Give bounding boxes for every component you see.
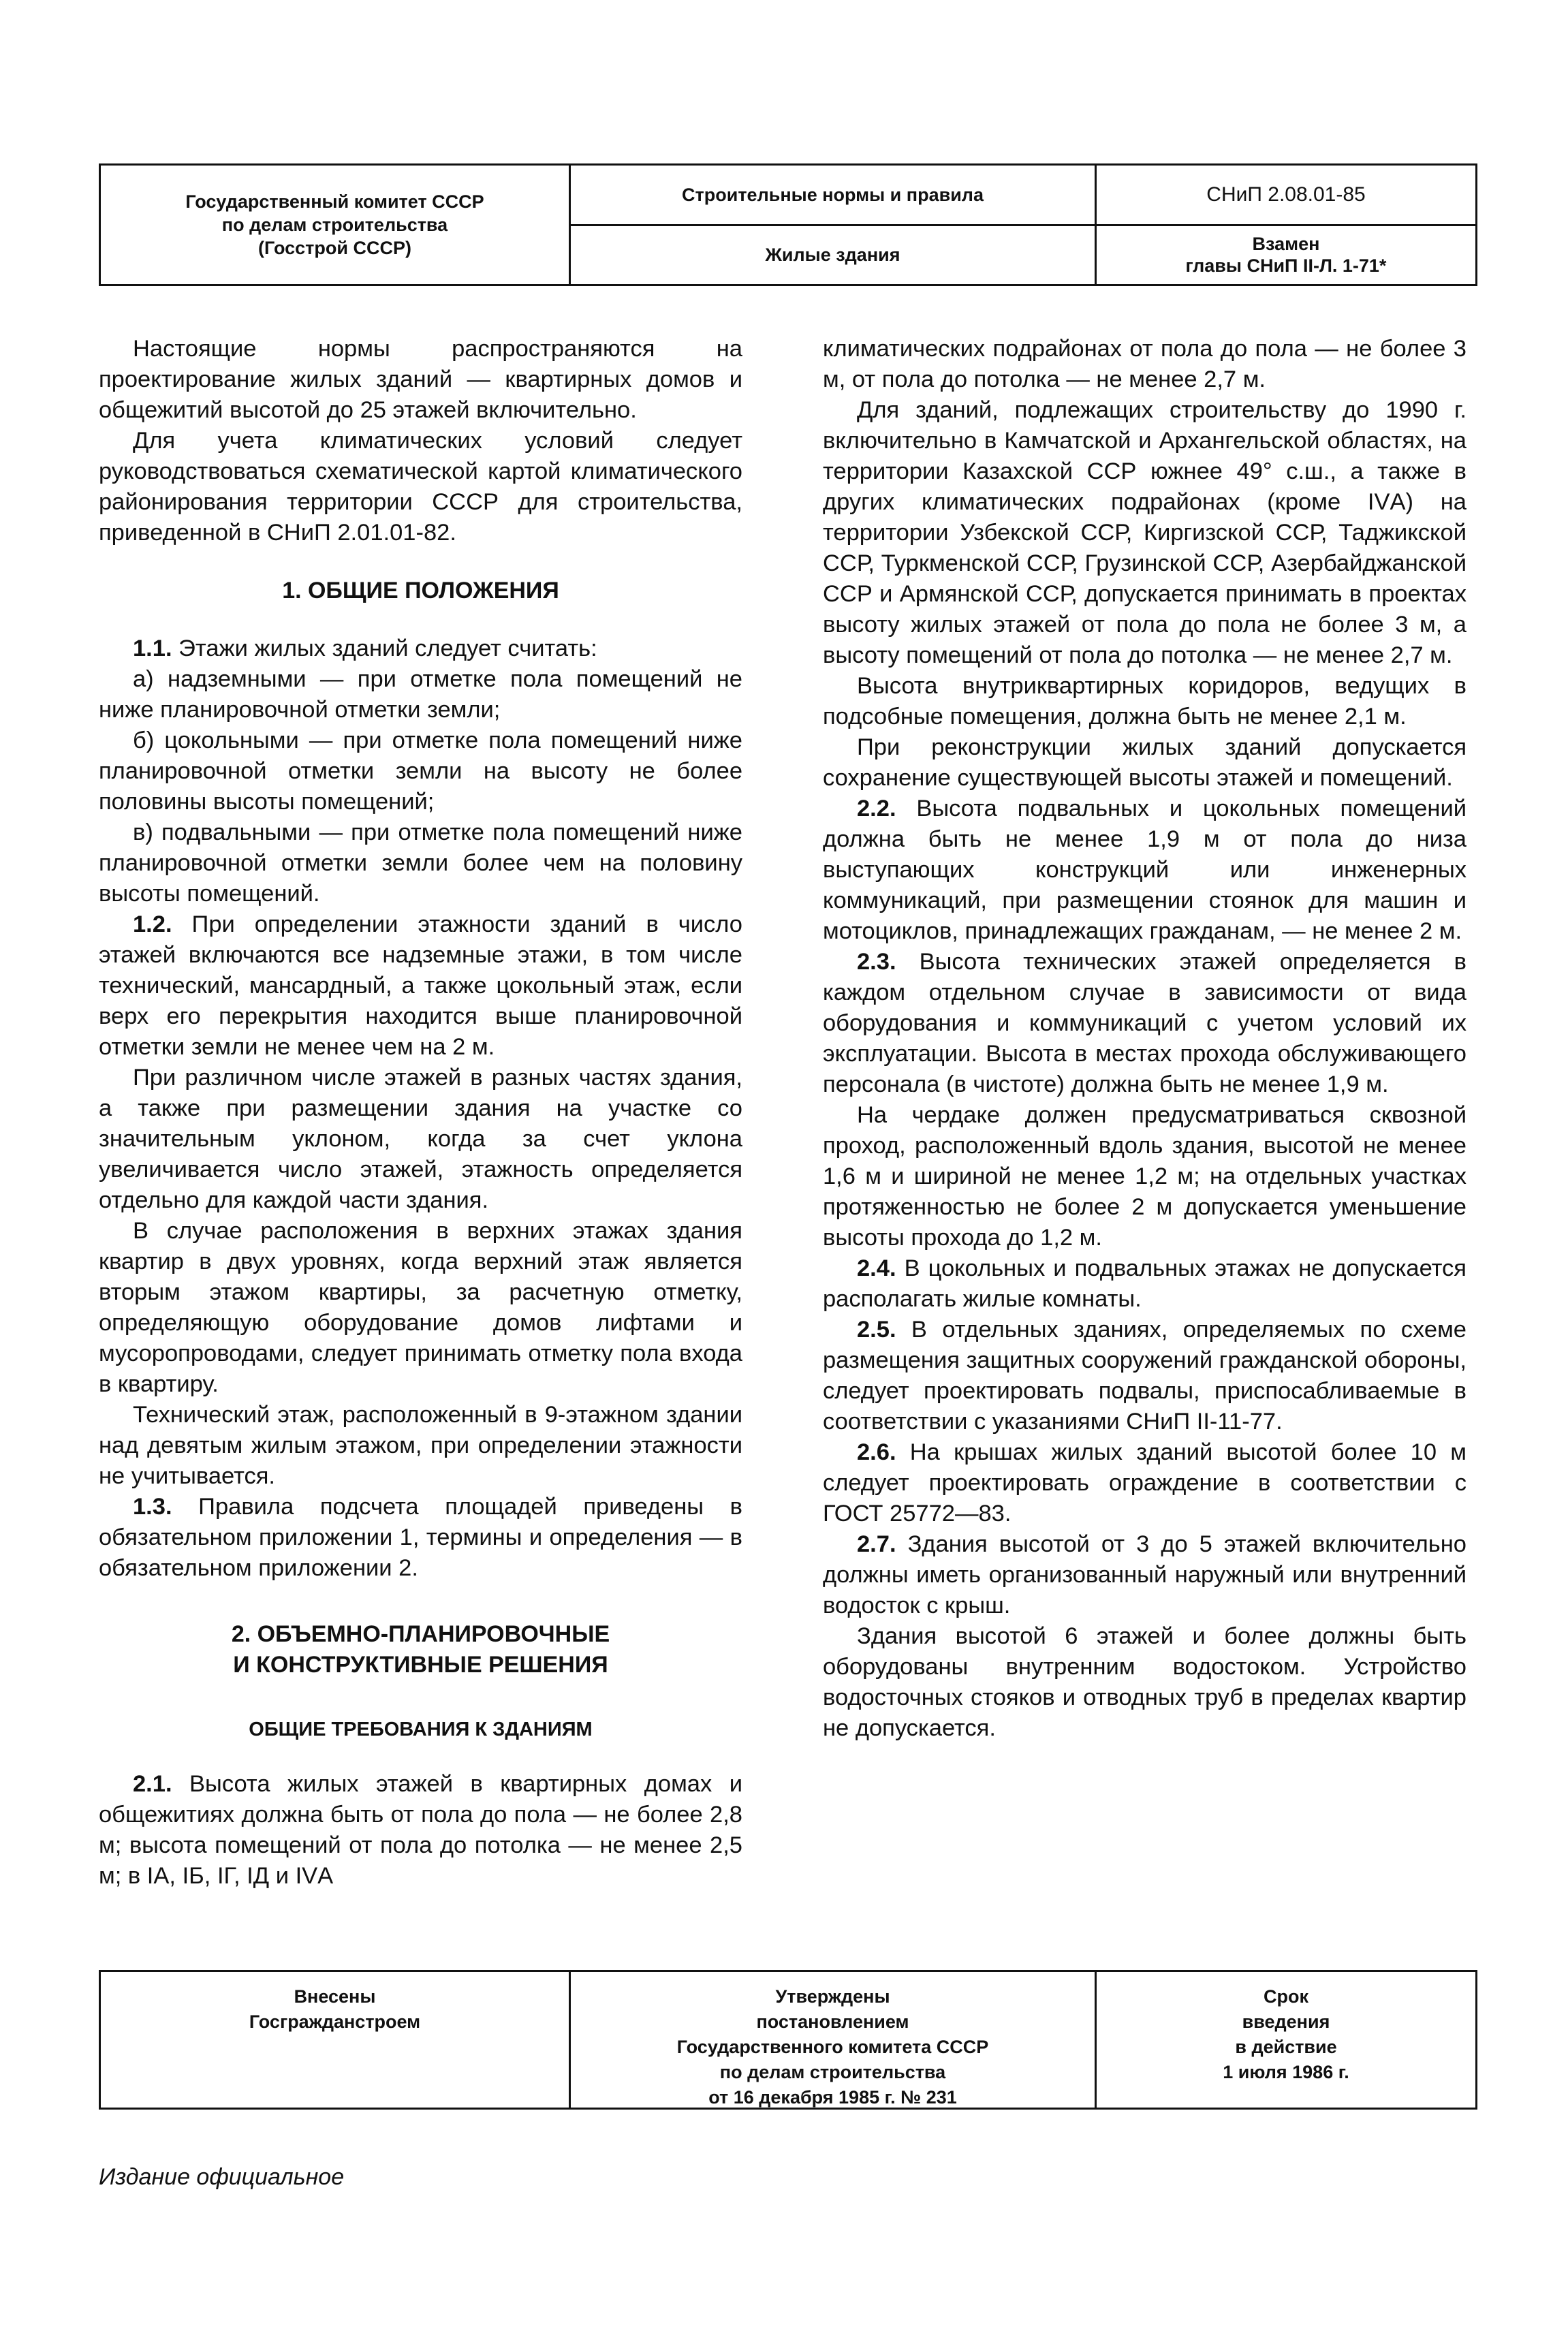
paragraph: б) цокольными — при отметке пола помещений ниже планировочной отметки земли на высоту не более половины высоты помещений; bbox=[99, 727, 742, 815]
replaces-line: Взамен bbox=[1252, 234, 1320, 255]
paragraph: Технический этаж, расположенный в 9-этажном здании над девятым жилым этажом, при определении этажности не учитывается. bbox=[99, 1402, 742, 1489]
paragraph: в) подвальными — при отметке пола помещений ниже планировочной отметки земли более чем на половину высоты помещений. bbox=[99, 819, 742, 907]
approved-line: Утверждены bbox=[775, 1986, 890, 2007]
paragraph bbox=[823, 1315, 1467, 1437]
paragraph: а) надземными — при отметке пола помещений не ниже планировочной отметки земли; bbox=[99, 666, 742, 723]
approved-line: от 16 декабря 1985 г. № 231 bbox=[708, 2087, 957, 2108]
section-heading: И КОНСТРУКТИВНЫЕ РЕШЕНИЯ bbox=[233, 1652, 608, 1678]
approved-line: постановлением bbox=[756, 2011, 909, 2032]
paragraph bbox=[99, 633, 742, 664]
effective-line: в действие bbox=[1235, 2037, 1337, 2057]
clause-number: 1.1. bbox=[133, 636, 172, 661]
clause-text: В цокольных и подвальных этажах не допускается располагать жилые комнаты. bbox=[823, 1255, 1467, 1312]
clause-number: 2.6. bbox=[857, 1439, 896, 1465]
norms-title: Строительные нормы и правила bbox=[571, 166, 1095, 226]
right-column bbox=[823, 334, 1467, 1744]
committee-line: по делам строительства bbox=[221, 215, 448, 235]
clause-number: 2.4. bbox=[857, 1255, 896, 1281]
title-cell bbox=[571, 166, 1097, 284]
section-heading: 2. ОБЪЕМНО-ПЛАНИРОВОЧНЫЕ bbox=[231, 1621, 610, 1647]
clause-number: 2.3. bbox=[857, 949, 896, 975]
paragraph bbox=[99, 1769, 742, 1892]
paragraph bbox=[823, 1529, 1467, 1621]
approved-cell bbox=[571, 1972, 1097, 2108]
subsection-heading: ОБЩИЕ ТРЕБОВАНИЯ К ЗДАНИЯМ bbox=[249, 1719, 593, 1740]
paragraph bbox=[99, 909, 742, 1063]
paragraph: На чердаке должен предусматриваться сквозной проход, расположенный вдоль здания, высотой не менее 1,6 м и шириной не менее 1,2 м; на отдельных участках протяженностью не более 2 м допускается уменьшение высоты прохода до 1,2 м. bbox=[823, 1102, 1467, 1251]
effective-cell bbox=[1097, 1972, 1475, 2108]
approved-line: по делам строительства bbox=[719, 2062, 946, 2082]
document-code: СНиП 2.08.01-85 bbox=[1097, 166, 1475, 226]
clause-number: 2.5. bbox=[857, 1317, 896, 1343]
committee-line: Государственный комитет СССР bbox=[185, 191, 484, 212]
paragraph: В случае расположения в верхних этажах здания квартир в двух уровнях, когда верхний этаж является вторым этажом квартиры, за расчетную отметку, определяющую оборудование домов лифтами и мусоропроводами, следует принимать отметку пола входа в квартиру. bbox=[99, 1218, 742, 1397]
paragraph bbox=[823, 794, 1467, 947]
clause-text: Высота подвальных и цокольных помещений должна быть не менее 1,9 м от пола до низа выступающих конструкций или инженерных коммуникаций, при размещении стоянок для машин и мотоциклов, принадлежащих гражданам, — не менее 2 м. bbox=[823, 796, 1467, 944]
clause-number: 2.2. bbox=[857, 796, 896, 821]
edition-note: Издание официальное bbox=[99, 2164, 345, 2190]
clause-text: Этажи жилых зданий следует считать: bbox=[172, 636, 597, 661]
paragraph: При реконструкции жилых зданий допускается сохранение существующей высоты этажей и помещений. bbox=[823, 734, 1467, 791]
replaces-note bbox=[1097, 226, 1475, 285]
clause-text: Высота жилых этажей в квартирных домах и общежитиях должна быть от пола до пола — не более 2,8 м; высота помещений от пола до потолка — не менее 2,5 м; в IА, IБ, IГ, IД и IVА bbox=[99, 1771, 742, 1889]
paragraph: Для зданий, подлежащих строительству до 1990 г. включительно в Камчатской и Архангельской областях, на территории Казахской ССР южнее 49° с.ш., а также в других климатических подрайонах (кроме IVА) на территории Узбекской ССР, Киргизской ССР, Таджикской ССР, Туркменской ССР, Грузинской ССР, Азербайджанской ССР и Армянской ССР, допускается принимать в проектах высоту жилых этажей от пола до пола не более 3 м, а высоту помещений от пола до потолка — не менее 2,7 м. bbox=[823, 397, 1467, 668]
paragraph bbox=[823, 1437, 1467, 1529]
clause-text: Здания высотой от 3 до 5 этажей включительно должны иметь организованный наружный или внутренний водосток с крыш. bbox=[823, 1531, 1467, 1618]
replaces-line: главы СНиП II-Л. 1-71* bbox=[1185, 255, 1387, 277]
paragraph: Для учета климатических условий следует руководствоваться схематической картой климатического районирования территории СССР для строительства, приведенной в СНиП 2.01.01-82. bbox=[99, 428, 742, 546]
introduced-cell bbox=[101, 1972, 571, 2108]
code-cell bbox=[1097, 166, 1475, 284]
clause-number: 1.2. bbox=[133, 911, 172, 937]
clause-number: 2.1. bbox=[133, 1771, 172, 1797]
section-heading: 1. ОБЩИЕ ПОЛОЖЕНИЯ bbox=[282, 578, 559, 604]
clause-text: Высота технических этажей определяется в каждом отдельном случае в зависимости от вида оборудования и коммуникаций с учетом условий их эксплуатации. Высота в местах прохода обслуживающего персонала (в чистоте) должна быть не менее 1,9 м. bbox=[823, 949, 1467, 1097]
clause-text: При определении этажности зданий в число этажей включаются все надземные этажи, в том числе технический, мансардный, а также цокольный этаж, если верх его перекрытия находится выше планировочной отметки земли не менее чем на 2 м. bbox=[99, 911, 742, 1060]
clause-text: Правила подсчета площадей приведены в обязательном приложении 1, термины и определения — в обязательном приложении 2. bbox=[99, 1494, 742, 1581]
paragraph: Здания высотой 6 этажей и более должны быть оборудованы внутренним водостоком. Устройство водосточных стояков и отводных труб в пределах квартир не допускается. bbox=[823, 1623, 1467, 1741]
clause-number: 1.3. bbox=[133, 1494, 172, 1520]
introduced-line: Госгражданстроем bbox=[249, 2011, 421, 2032]
effective-line: Срок bbox=[1264, 1986, 1308, 2007]
header-table bbox=[99, 163, 1477, 286]
document-subject: Жилые здания bbox=[765, 245, 900, 266]
paragraph: Высота внутриквартирных коридоров, ведущих в подсобные помещения, должна быть не менее 2,1 м. bbox=[823, 673, 1467, 730]
effective-line: 1 июля 1986 г. bbox=[1223, 2062, 1349, 2082]
committee-cell bbox=[101, 166, 571, 284]
introduced-line: Внесены bbox=[294, 1986, 376, 2007]
paragraph bbox=[823, 947, 1467, 1100]
paragraph: климатических подрайонах от пола до пола — не более 3 м, от пола до потолка — не менее 2,7 м. bbox=[823, 336, 1467, 392]
clause-text: На крышах жилых зданий высотой более 10 м следует проектировать ограждение в соответствии с ГОСТ 25772—83. bbox=[823, 1439, 1467, 1526]
left-column bbox=[99, 334, 742, 1892]
footer-table bbox=[99, 1970, 1477, 2110]
clause-number: 2.7. bbox=[857, 1531, 896, 1557]
effective-line: введения bbox=[1242, 2011, 1330, 2032]
committee-line: (Госстрой СССР) bbox=[258, 238, 411, 258]
paragraph: При различном числе этажей в разных частях здания, а также при размещении здания на участке со значительным уклоном, когда за счет уклона увеличивается число этажей, этажность определяется отдельно для каждой части здания. bbox=[99, 1065, 742, 1213]
paragraph bbox=[99, 1492, 742, 1584]
clause-text: В отдельных зданиях, определяемых по схеме размещения защитных сооружений гражданской обороны, следует проектировать подвалы, приспосабливаемые в соответствии с указаниями СНиП II-11-77. bbox=[823, 1317, 1467, 1435]
approved-line: Государственного комитета СССР bbox=[676, 2037, 989, 2057]
paragraph bbox=[823, 1253, 1467, 1315]
paragraph: Настоящие нормы распространяются на проектирование жилых зданий — квартирных домов и общежитий высотой до 25 этажей включительно. bbox=[99, 336, 742, 423]
